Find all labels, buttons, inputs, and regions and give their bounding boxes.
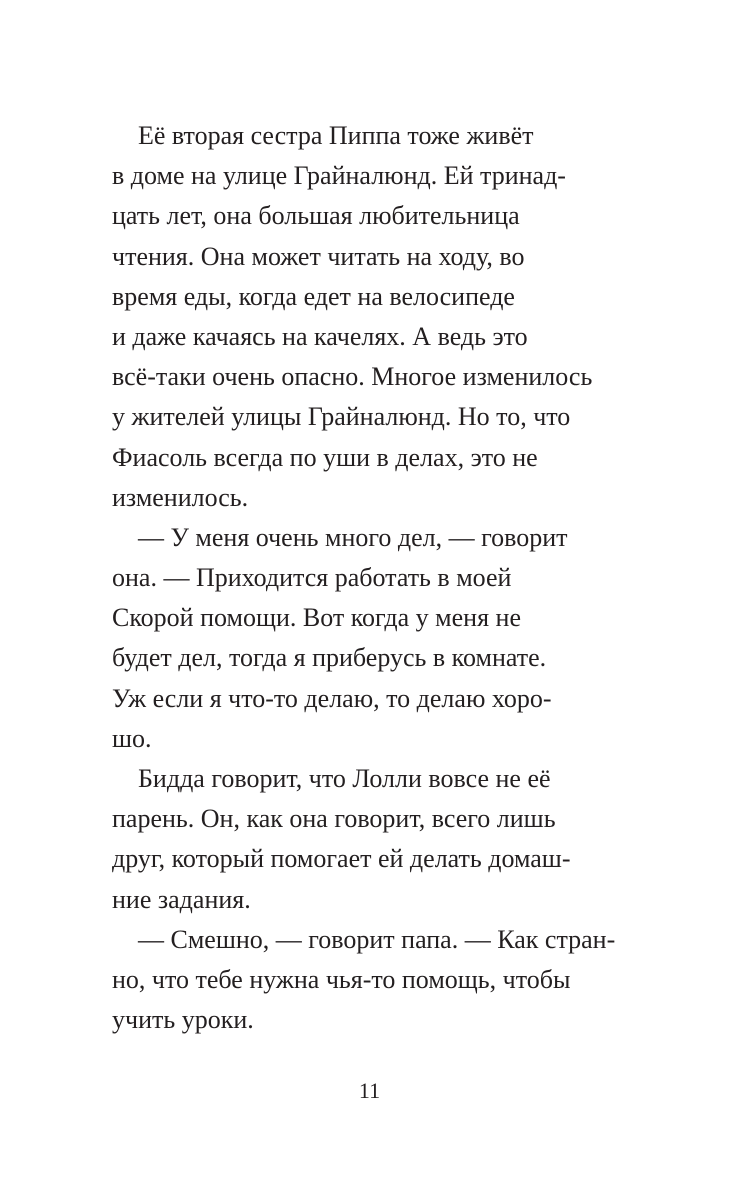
text-line: парень. Он, как она говорит, всего лишь [112,804,556,834]
text-line: но, что тебе нужна чья-то помощь, чтобы [112,964,571,994]
page-number: 11 [358,1078,381,1103]
text-line: Уж если я что-то делаю, то делаю хоро- [112,683,552,713]
text-line: шо. [112,723,152,753]
text-line: Бидда говорит, что Лолли вовсе не её [138,764,551,793]
text-line: и даже качаясь на качелях. А ведь это [112,321,528,351]
text-line: — Смешно, — говорит папа. — Как стран- [138,924,616,954]
body-text [112,116,632,1040]
text-line: цать лет, она большая любительница [112,201,520,231]
text-line: у жителей улицы Грайналюнд. Но то, что [112,402,571,432]
text-line: — У меня очень много дел, — говорит [138,522,568,552]
text-line: будет дел, тогда я приберусь в комнате. [112,643,547,673]
text-line: изменилось. [112,482,249,512]
text-line: учить уроки. [112,1005,254,1035]
text-line: Её вторая сестра Пиппа тоже живёт [138,121,534,150]
text-line: друг, который помогает ей делать домаш- [112,844,571,874]
text-line: чтения. Она может читать на ходу, во [112,241,525,271]
text-line: Фиасоль всегда по уши в делах, это не [112,442,538,472]
text-line: в доме на улице Грайналюнд. Ей тринад- [112,161,566,191]
text-line: всё-таки очень опасно. Многое изменилось [112,362,593,392]
text-line: Скорой помощи. Вот когда у меня не [112,603,522,633]
text-line: она. — Приходится работать в моей [112,563,512,593]
text-line: время еды, когда едет на велосипеде [112,281,515,311]
text-line: ние задания. [112,884,251,914]
